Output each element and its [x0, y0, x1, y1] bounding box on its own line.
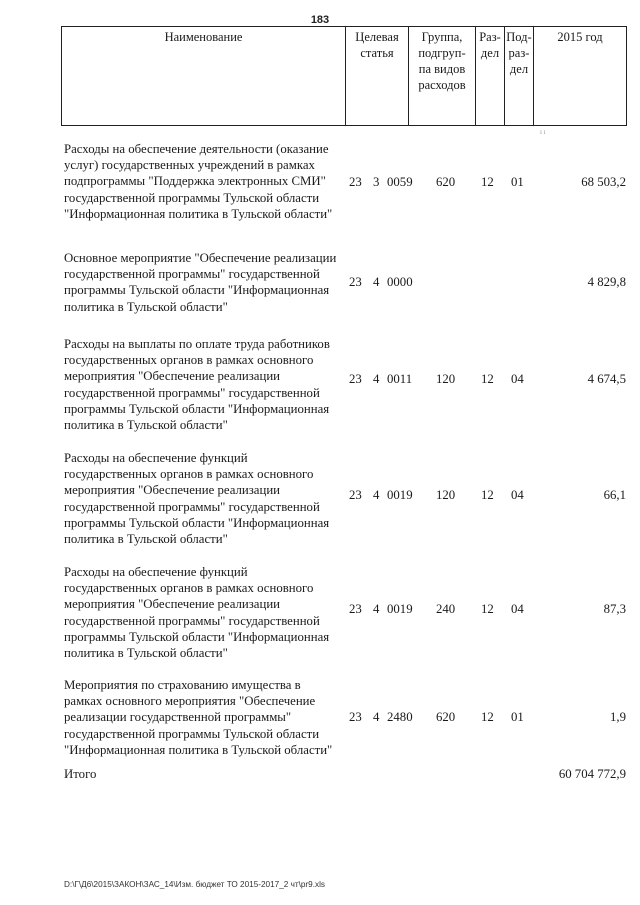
code-a: 23: [349, 372, 362, 386]
group-code: 120: [436, 488, 456, 502]
row-name: Расходы на обеспечение функций государственных органов в рамках основного мероприятия "Обеспечение реализации государственной программы" государственной программы Тульской области "Информационная политика в Тульской области": [64, 565, 330, 661]
amount: 68 503,2: [581, 175, 626, 189]
group-code: 620: [436, 710, 456, 724]
code-c: 2480: [387, 710, 413, 724]
code-b: 4: [373, 602, 380, 616]
total-value: 60 704 772,9: [558, 767, 626, 781]
section-code: 12: [481, 175, 494, 189]
code-c: 0019: [387, 488, 413, 502]
page-number: 183: [310, 14, 330, 26]
header-name: Наименование: [164, 30, 243, 44]
file-path-footer: D:\Г\Д6\2015\ЗАКОН\ЗАС_14\Изм. бюджет ТО 2015-2017_2 чт\pr9.xls: [64, 880, 325, 889]
row-name: Мероприятия по страхованию имущества в рамках основного мероприятия "Обеспечение реализации государственной программы" государственной программы Тульской области "Информационная политика в Тульской области": [64, 678, 333, 757]
subsection-code: 01: [511, 175, 524, 189]
code-a: 23: [349, 710, 362, 724]
row-name: Основное мероприятие "Обеспечение реализации государственной программы" государственной программы Тульской области "Информационная политика в Тульской области": [64, 251, 337, 314]
header-year: 2015 год: [533, 27, 626, 125]
code-c: 0011: [387, 372, 413, 386]
header-section: Раз- дел: [475, 27, 504, 125]
code-c: 0059: [387, 175, 413, 189]
code-c: 0000: [387, 275, 413, 289]
row-name: Расходы на обеспечение деятельности (оказание услуг) государственных учреждений в рамках подпрограммы "Поддержка электронных СМИ" государственной программы Тульской области "Информационная политика в Тульской области": [64, 142, 333, 221]
section-code: 12: [481, 602, 494, 616]
scan-mark: ı ı: [540, 128, 546, 136]
code-b: 4: [373, 710, 380, 724]
code-b: 4: [373, 275, 380, 289]
amount: 4 829,8: [587, 275, 626, 289]
subsection-code: 01: [511, 710, 524, 724]
code-a: 23: [349, 602, 362, 616]
header-target-article: Целевая статья: [345, 27, 408, 125]
subsection-code: 04: [511, 488, 524, 502]
amount: 66,1: [603, 488, 626, 502]
amount: 4 674,5: [587, 372, 626, 386]
code-c: 0019: [387, 602, 413, 616]
code-a: 23: [349, 488, 362, 502]
section-code: 12: [481, 710, 494, 724]
subsection-code: 04: [511, 602, 524, 616]
code-b: 4: [373, 372, 380, 386]
group-code: 240: [436, 602, 456, 616]
row-name: Расходы на обеспечение функций государственных органов в рамках основного мероприятия "Обеспечение реализации государственной программы" государственной программы Тульской области "Информационная политика в Тульской области": [64, 451, 330, 547]
code-b: 4: [373, 488, 380, 502]
group-code: 120: [436, 372, 456, 386]
row-name: Расходы на выплаты по оплате труда работников государственных органов в рамках основного мероприятия "Обеспечение реализации государственной программы" государственной программы Тульской области "Информационная политика в Тульской области": [64, 337, 330, 433]
subsection-code: 04: [511, 372, 524, 386]
header-subsection: Под- раз- дел: [504, 27, 533, 125]
amount: 87,3: [603, 602, 626, 616]
total-label: Итого: [64, 767, 97, 781]
group-code: 620: [436, 175, 456, 189]
section-code: 12: [481, 372, 494, 386]
section-code: 12: [481, 488, 494, 502]
code-a: 23: [349, 275, 362, 289]
header-group: Группа, подгруп- па видов расходов: [408, 27, 475, 125]
amount: 1,9: [610, 710, 626, 724]
code-b: 3: [373, 175, 380, 189]
code-a: 23: [349, 175, 362, 189]
table-header: [61, 26, 627, 126]
